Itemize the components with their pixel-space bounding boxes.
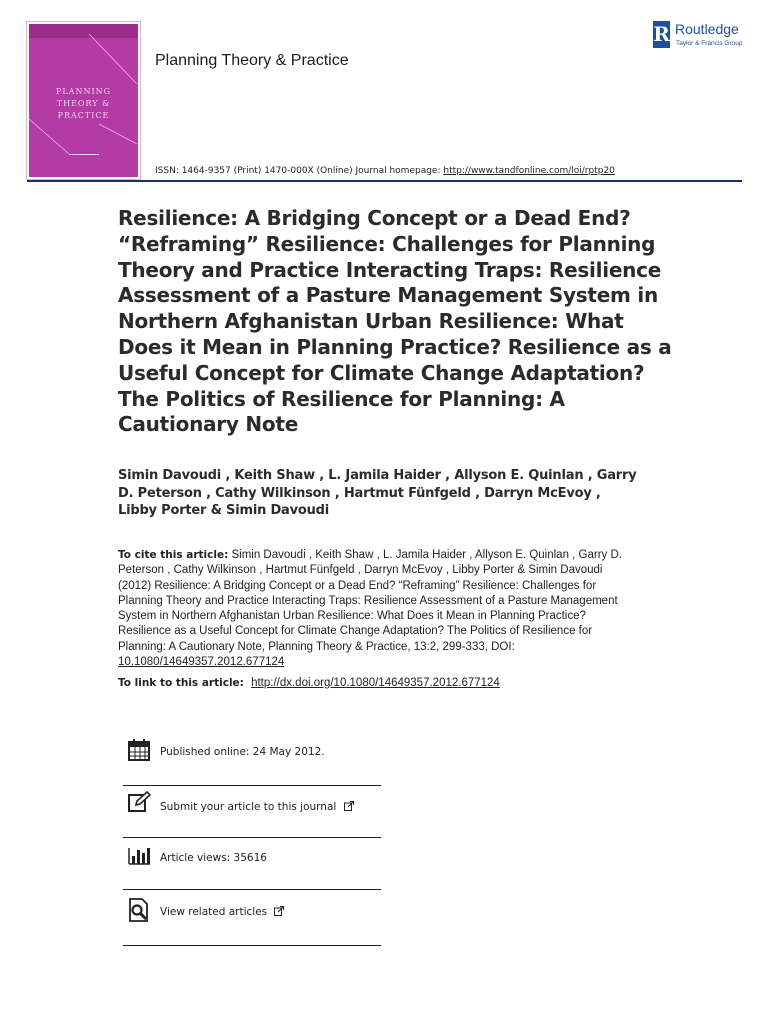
publisher-name: Routledge <box>675 21 739 37</box>
bar-chart-icon <box>127 842 151 866</box>
published-date: Published online: 24 May 2012. <box>160 746 325 758</box>
article-link-line <box>118 677 500 689</box>
header-divider <box>27 180 742 182</box>
cover-publisher-logo <box>69 154 99 163</box>
submit-article-link[interactable] <box>160 801 354 813</box>
article-authors: Simin Davoudi , Keith Shaw , L. Jamila Haider , Allyson E. Quinlan , Garry D. Peterson , Cathy Wilkinson , Hartmut Fünfgeld , Darryn McEvoy , Libby Porter & Simin Davoudi <box>118 468 637 518</box>
cover-title <box>29 86 138 122</box>
published-row <box>123 738 381 790</box>
citation-block <box>118 548 638 670</box>
publisher-subtitle: Taylor & Francis Group <box>676 40 743 47</box>
journal-cover <box>27 22 140 179</box>
journal-name[interactable]: Planning Theory & Practice <box>155 52 349 69</box>
external-link-icon <box>344 801 354 811</box>
row-divider <box>123 837 381 838</box>
row-divider <box>123 945 381 946</box>
row-divider <box>123 889 381 890</box>
row-divider <box>123 785 381 786</box>
submit-row[interactable] <box>123 790 381 842</box>
cover-title-line: PLANNING <box>55 87 112 96</box>
issn-text: ISSN: 1464-9357 (Print) 1470-000X (Online) Journal homepage: <box>155 166 441 176</box>
edit-icon <box>127 790 151 814</box>
calendar-icon <box>127 738 151 762</box>
issn-line <box>155 166 615 176</box>
search-document-icon <box>127 898 151 922</box>
cover-title-line: THEORY & <box>56 99 111 108</box>
article-title: Resilience: A Bridging Concept or a Dead End? “Reframing” Resilience: Challenges for Planning Theory and Practice Interacting Traps: Resilience Assessment of a Pasture Management System in Northern Afghanistan Urban Resilience: What Does it Mean in Planning Practice? Resilience as a Useful Concept for Climate Change Adaptation? The Politics of Resilience for Planning: A Cautionary Note <box>118 206 672 437</box>
related-articles-link[interactable] <box>160 906 284 918</box>
citation-label: To cite this article: <box>118 549 229 561</box>
related-row[interactable] <box>123 894 381 946</box>
routledge-r-icon: R <box>653 22 670 46</box>
cover-title-line: PRACTICE <box>57 111 110 120</box>
external-link-icon <box>274 906 284 916</box>
submit-article-label: Submit your article to this journal <box>160 801 337 813</box>
link-label: To link to this article: <box>118 677 244 689</box>
citation-doi-link[interactable]: 10.1080/14649357.2012.677124 <box>118 656 285 669</box>
article-doi-link[interactable]: http://dx.doi.org/10.1080/14649357.2012.677124 <box>251 677 500 689</box>
citation-text: Simin Davoudi , Keith Shaw , L. Jamila Haider , Allyson E. Quinlan , Garry D. Peterson , Cathy Wilkinson , Hartmut Fünfgeld , Darryn McEvoy , Libby Porter & Simin Davoudi (2012) Resilience: A Bridging Concept or a Dead End? “Reframing” Resilience: Challenges for Planning Theory and Practice Interacting Traps: Resilience Assessment of a Pasture Management System in Northern Afghanistan Urban Resilience: What Does it Mean in Planning Practice? Resilience as a Useful Concept for Climate Change Adaptation? The Politics of Resilience for Planning: A Cautionary Note, Planning Theory & Practice, 13:2, 299-333, DOI: <box>118 549 623 653</box>
article-views: Article views: 35616 <box>160 852 267 864</box>
journal-homepage-link[interactable]: http://www.tandfonline.com/loi/rptp20 <box>443 166 615 176</box>
related-articles-label: View related articles <box>160 906 268 918</box>
views-row <box>123 842 381 894</box>
